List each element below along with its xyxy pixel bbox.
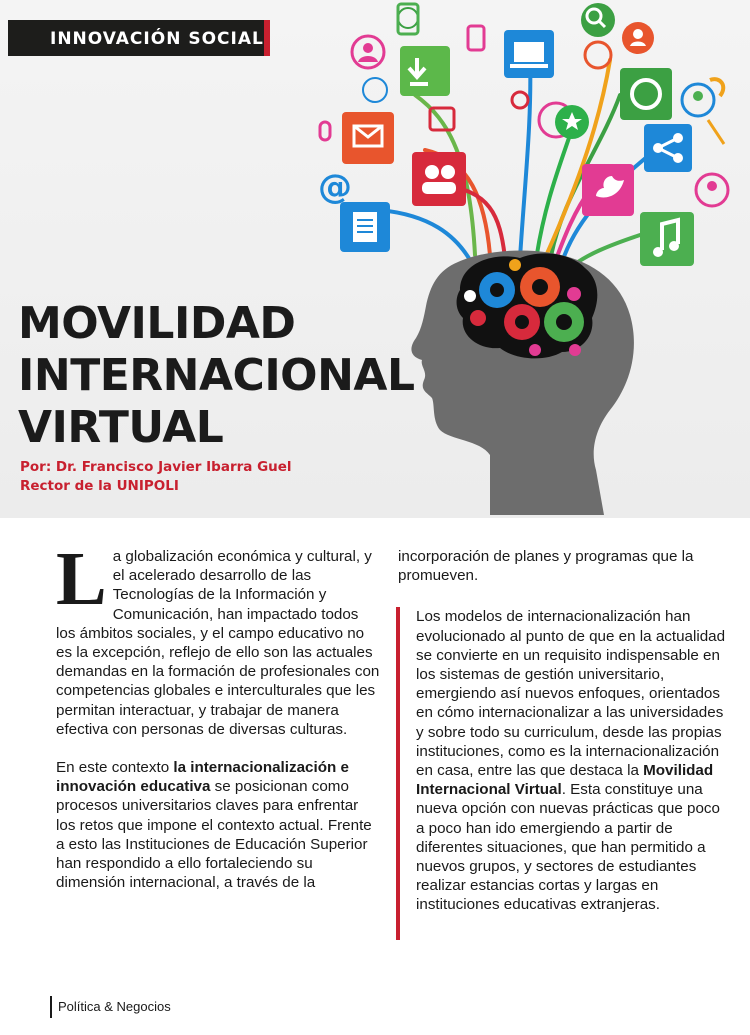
byline-role: Rector de la UNIPOLI [20,478,179,494]
paragraph-intro [56,537,380,739]
page-footer [50,996,171,1018]
drop-cap: L [56,537,107,621]
section-tag-label: INNOVACIÓN SOCIAL [50,29,264,49]
paragraph-highlight-bold: Movilidad Internacional Virtual [416,762,714,799]
title-line-2: INTERNACIONAL [18,350,415,401]
footer-label: Política & Negocios [58,999,171,1014]
article-title [18,298,438,454]
column-left [56,537,380,911]
section-tag [8,20,270,56]
paragraph-context [56,758,380,892]
paragraph-context-start: En este contexto [56,759,174,777]
title-line-3: VIRTUAL [18,402,224,453]
svg-text:@: @ [318,167,352,207]
title-line-1: MOVILIDAD [18,298,296,349]
column-right [398,547,728,915]
highlight-block [398,607,728,914]
byline [20,458,292,496]
accent-bar [396,607,400,940]
paragraph-highlight [398,607,728,914]
byline-author: Por: Dr. Francisco Javier Ibarra Guel [20,459,292,475]
paragraph-highlight-end: . Esta constituye una nueva opción con nuevas prácticas que poco a poco han ido emergiendo a partir de diferentes situaciones, que han permitido a nuevos grupos, y sectores de estudiantes realizar estancias cortas y largas en instituciones educativas extranjeras. [416,781,720,914]
paragraph-intro-text: a globalización económica y cultural, y el acelerado desarrollo de las Tecnologías de la Información y Comunicación, han impactado todos los ámbitos sociales, y el campo educativo no es la excepción, reflejo de ello son las actuales demandas en la formación de profesionales con competencias globales e interculturales que les permitan interactuar, y trabajar de manera efectiva con personas de diversas culturas. [56,548,380,738]
paragraph-context-end: se posicionan como procesos universitarios claves para enfrentar los retos que impone el contexto actual. Frente a esto las Instituciones de Educación Superior han respondido a ello fortaleciendo su dimensión internacional, a través de la [56,778,372,892]
paragraph-continuation: incorporación de planes y programas que la promueven. [398,548,694,585]
paragraph-context-bold: la internacionalización e innovación educativa [56,759,349,796]
paragraph-highlight-start: Los modelos de internacionalización han evolucionado al punto de que en la actualidad se convierte en un requisito indispensable en los sistemas de gestión universitario, emergiendo así nuevos enfoques, orientados en cómo internacionalizar a las universidades y sobre todo su curriculum, desde las propias instituciones, como es la internacionalización en casa, entre las que destaca la [416,608,726,780]
